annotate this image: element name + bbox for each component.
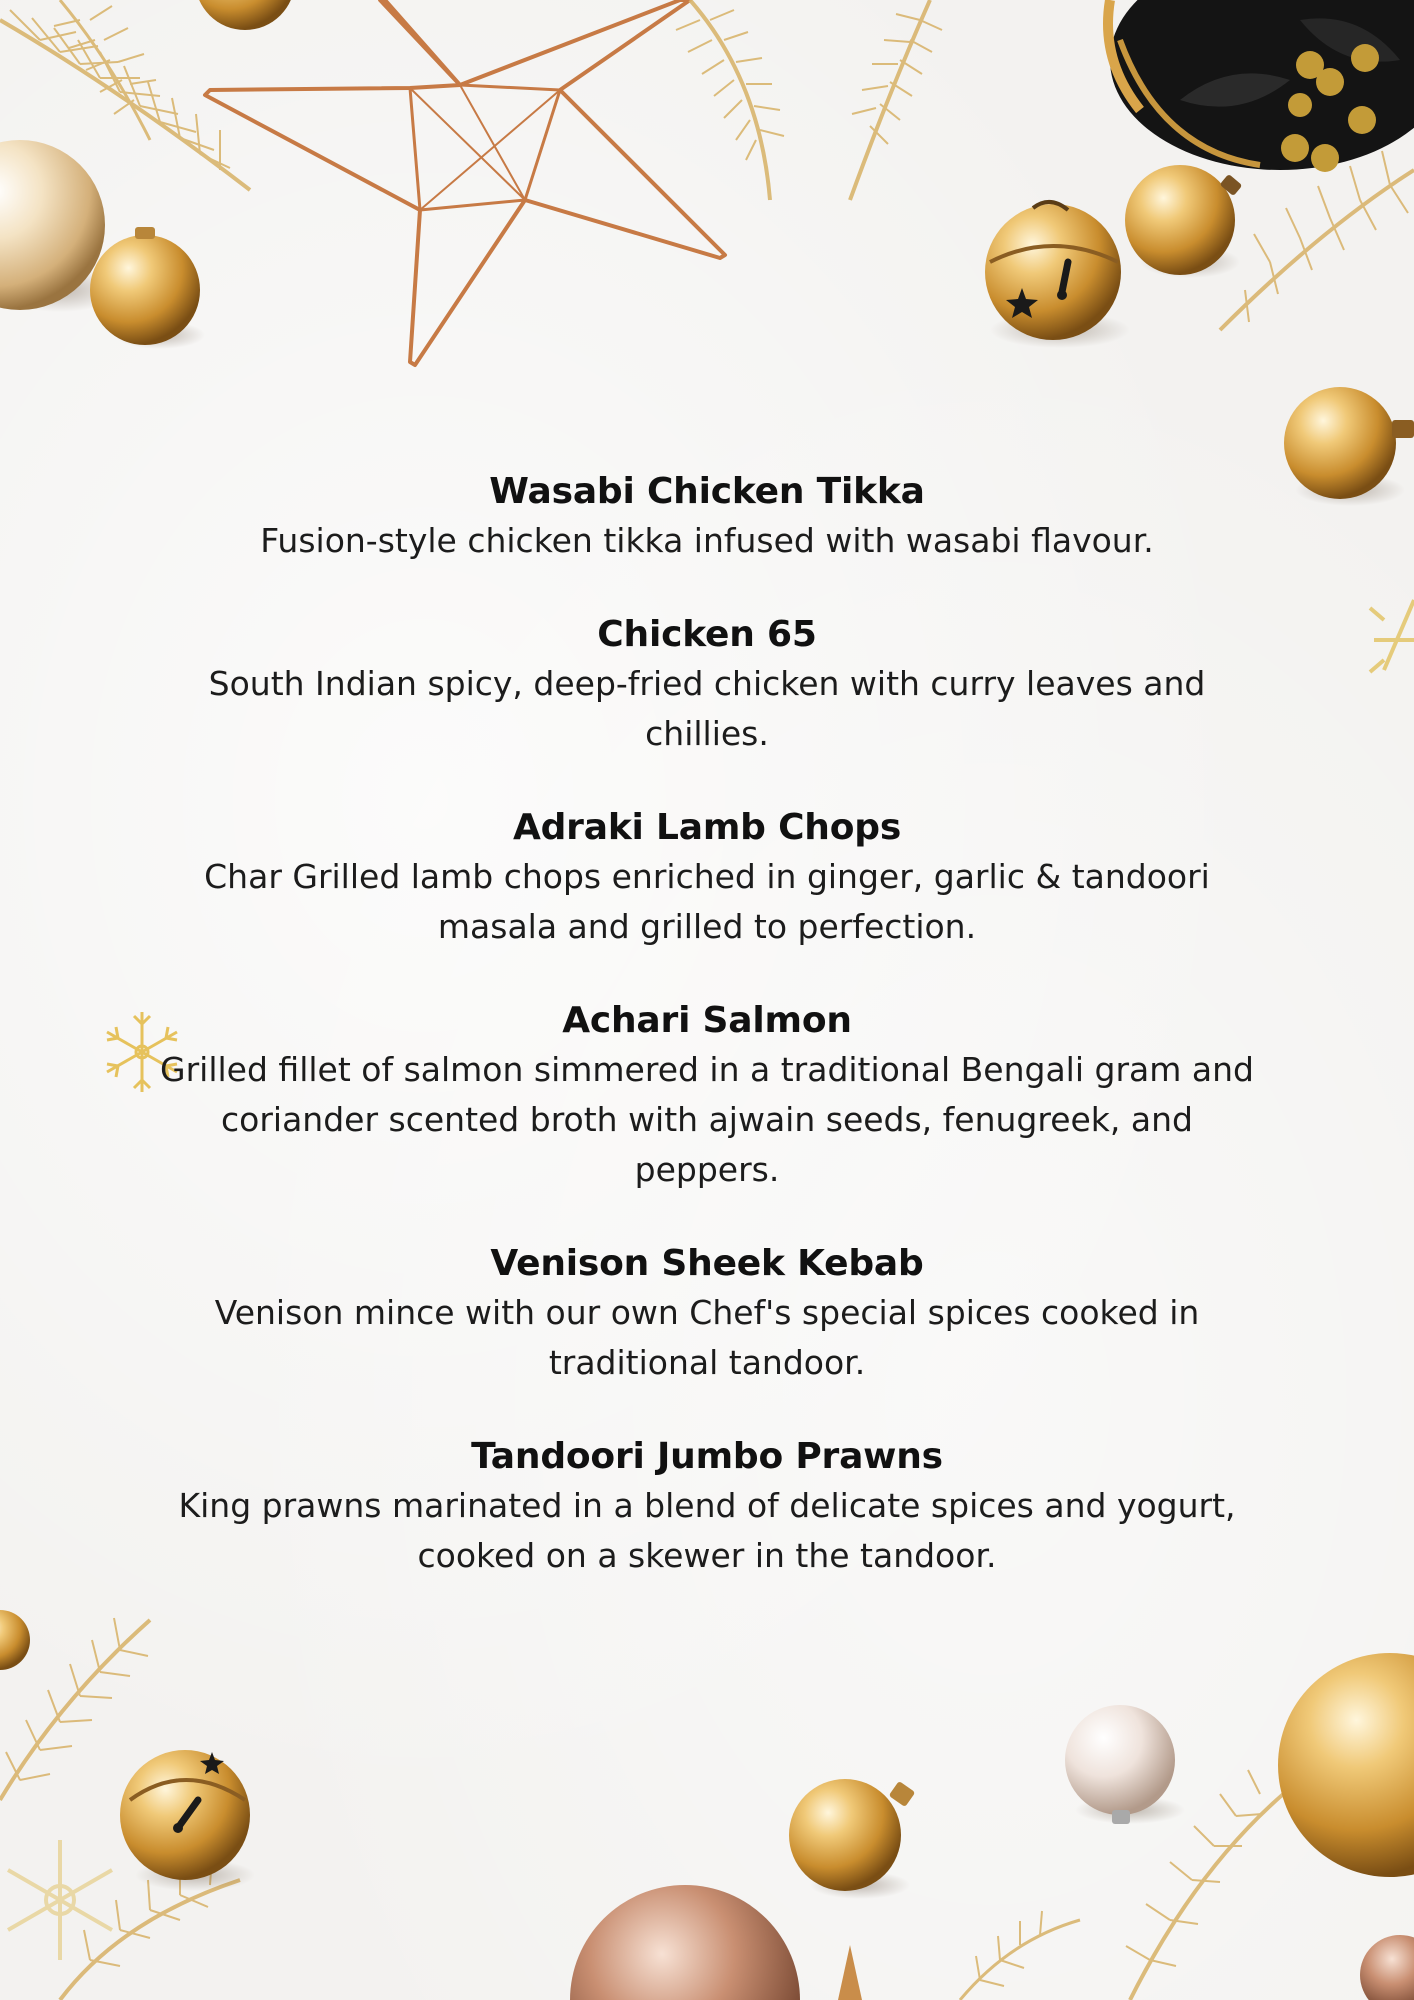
dish-name: Tandoori Jumbo Prawns [471,1436,943,1477]
dish-name: Chicken 65 [597,614,817,655]
menu-list [140,468,1274,1626]
pine-branch-icon [0,0,250,190]
snowflake-icon [8,1840,112,1960]
bauble-icon [789,1779,901,1891]
dish-description: Venison mince with our own Chef's special spices cooked in traditional tandoor. [214,1293,1200,1382]
menu-item [140,997,1274,1195]
bauble-icon [90,235,200,345]
menu-item [140,611,1274,759]
bauble-icon [1278,1653,1414,1877]
bauble-icon [1065,1705,1175,1815]
dish-description: Fusion-style chicken tikka infused with wasabi flavour. [260,521,1154,560]
bauble-icon [195,0,295,30]
jingle-bell-icon [985,202,1130,348]
wire-star-icon [205,0,725,365]
pine-branch-icon [676,0,1414,330]
dish-name: Achari Salmon [562,1000,852,1041]
dish-description: South Indian spicy, deep-fried chicken with curry leaves and chillies. [208,664,1206,753]
dish-description: King prawns marinated in a blend of delicate spices and yogurt, cooked on a skewer in the tandoor. [178,1486,1236,1575]
bauble-icon [570,1885,800,2000]
bauble-icon [1284,387,1396,499]
dish-name: Adraki Lamb Chops [512,807,902,848]
dish-name: Wasabi Chicken Tikka [489,471,925,512]
dish-name: Venison Sheek Kebab [490,1243,924,1284]
dish-description: Char Grilled lamb chops enriched in ginger, garlic & tandoori masala and grilled to perfection. [204,857,1210,946]
menu-item [140,804,1274,952]
bauble-icon [0,1610,30,1670]
pine-branch-icon [960,1770,1300,2000]
menu-item [140,1240,1274,1388]
menu-item [140,1433,1274,1581]
menu-item [140,468,1274,566]
holly-berries-icon [1108,0,1414,172]
dish-description: Grilled fillet of salmon simmered in a traditional Bengali gram and coriander scented broth with ajwain seeds, fenugreek, and peppers. [160,1050,1254,1189]
snowflake-icon [1370,600,1414,672]
bauble-icon [0,140,105,310]
pine-branch-icon [0,1618,240,2000]
bauble-icon [1125,165,1235,275]
bauble-icon [1360,1935,1414,2000]
jingle-bell-icon [120,1750,255,1891]
